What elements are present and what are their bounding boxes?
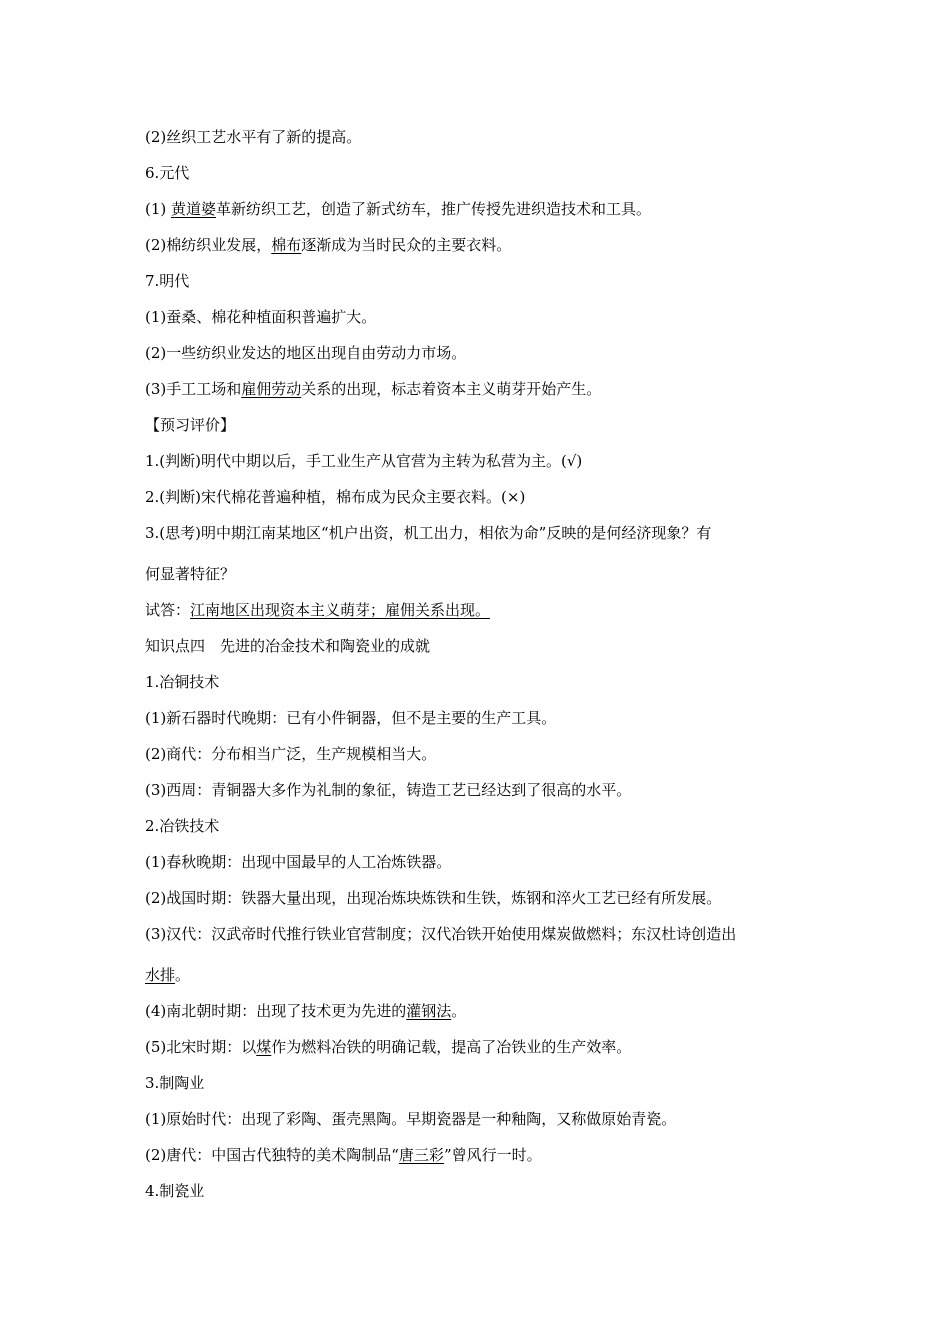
text-line: (2)唐代：中国古代独特的美术陶制品“唐三彩”曾风行一时。	[145, 1146, 542, 1164]
underlined-answer: 灌钢法	[406, 1002, 452, 1020]
text-line: (4)南北朝时期：出现了技术更为先进的灌钢法。	[145, 1002, 467, 1020]
text-line: (1)原始时代：出现了彩陶、蛋壳黑陶。早期瓷器是一种釉陶，又称做原始青瓷。	[145, 1110, 677, 1128]
text-line: (2)一些纺织业发达的地区出现自由劳动力市场。	[145, 344, 467, 362]
underlined-answer: 唐三彩	[398, 1146, 444, 1164]
text-line: (5)北宋时期：以煤作为燃料冶铁的明确记载，提高了冶铁业的生产效率。	[145, 1038, 632, 1056]
text-line: (2)棉纺织业发展，棉布逐渐成为当时民众的主要衣料。	[145, 236, 512, 254]
text-line: (3)手工工场和雇佣劳动关系的出现，标志着资本主义萌芽开始产生。	[145, 380, 602, 398]
underlined-answer: 黄道婆	[171, 200, 217, 218]
underlined-answer: 雇佣劳动	[241, 380, 302, 398]
answer-line: 试答：江南地区出现资本主义萌芽；雇佣关系出现。	[145, 601, 491, 619]
text-line: (1)蚕桑、棉花种植面积普遍扩大。	[145, 308, 377, 326]
section-heading: 2.冶铁技术	[145, 817, 220, 835]
section-heading: 3.制陶业	[145, 1074, 205, 1092]
text-line: (3)西周：青铜器大多作为礼制的象征，铸造工艺已经达到了很高的水平。	[145, 781, 632, 799]
question-line: 1.(判断)明代中期以后，手工业生产从官营为主转为私营为主。(√)	[145, 452, 583, 470]
text-line: (3)汉代：汉武帝时代推行铁业官营制度；汉代冶铁开始使用煤炭做燃料；东汉杜诗创造出	[145, 925, 737, 943]
question-line: 何显著特征？	[145, 565, 236, 583]
text-line: 水排。	[145, 966, 191, 984]
text-line: (2)丝织工艺水平有了新的提高。	[145, 128, 362, 146]
question-line: 2.(判断)宋代棉花普遍种植，棉布成为民众主要衣料。(×)	[145, 488, 526, 506]
text-line: (2)商代：分布相当广泛，生产规模相当大。	[145, 745, 437, 763]
underlined-answer: 煤	[256, 1038, 272, 1056]
section-heading: 6.元代	[145, 164, 190, 182]
text-line: (1) 黄道婆革新纺织工艺，创造了新式纺车，推广传授先进织造技术和工具。	[145, 200, 652, 218]
underlined-answer: 棉布	[271, 236, 302, 254]
preview-heading: 【预习评价】	[145, 416, 236, 434]
text-line: (2)战国时期：铁器大量出现，出现冶炼块炼铁和生铁，炼钢和淬火工艺已经有所发展。	[145, 889, 722, 907]
text-line: (1)春秋晚期：出现中国最早的人工冶炼铁器。	[145, 853, 452, 871]
underlined-answer: 江南地区出现资本主义萌芽；雇佣关系出现。	[190, 601, 491, 619]
underlined-answer: 水排	[145, 966, 176, 984]
question-line: 3.(思考)明中期江南某地区“机户出资，机工出力，相依为命”反映的是何经济现象？有	[145, 524, 712, 542]
section-heading: 1.冶铜技术	[145, 673, 220, 691]
knowledge-point-heading: 知识点四 先进的冶金技术和陶瓷业的成就	[145, 637, 431, 655]
text-line: (1)新石器时代晚期：已有小件铜器，但不是主要的生产工具。	[145, 709, 557, 727]
section-heading: 7.明代	[145, 272, 190, 290]
section-heading: 4.制瓷业	[145, 1182, 205, 1200]
